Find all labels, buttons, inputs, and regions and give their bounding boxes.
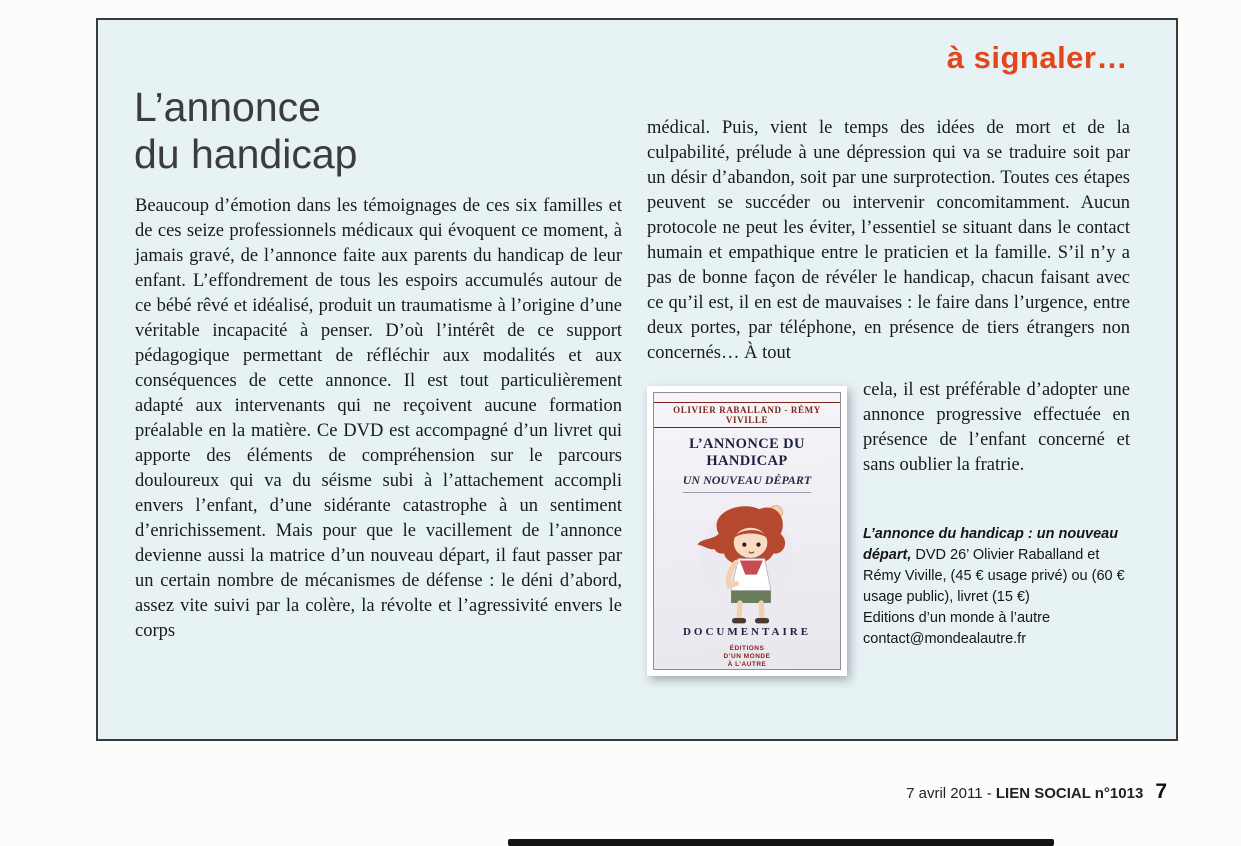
dvd-cover-title: L’ANNONCE DU HANDICAP: [689, 436, 805, 469]
publisher-logo-line2: D’UN MONDE: [723, 653, 771, 660]
dvd-cover: [647, 386, 847, 676]
caption-contact-email: contact@mondealautre.fr: [863, 631, 1027, 647]
dvd-cover-publisher-logo: [724, 645, 771, 669]
dvd-cover-illustration: [677, 495, 817, 626]
dvd-cover-inner: [653, 392, 841, 670]
publisher-logo-line3: À L’AUTRE: [727, 661, 767, 668]
review-caption: [863, 524, 1130, 650]
article-text-column-2: médical. Puis, vient le temps des idées de mort et de la culpabilité, prélude à une dépression qui va se traduire soit par un désir d’abandon, soit par une surprotection. Toutes ces étapes peuvent se succéder ou intervenir concomitamment. Aucun protocole ne peut les éviter, l’essentiel se situant dans le contact humain et empathique entre le praticien et la famille. S’il n’y a pas de bonne façon de révéler le handicap, chacun faisant avec ce qu’il est, il en est de mauvaises : le faire dans l’urgence, entre deux portes, par téléphone, en présence de tiers étrangers non concernés… À tout: [647, 118, 1130, 363]
caption-publisher: Editions d’un monde à l’autre: [863, 610, 1051, 626]
magazine-page: [96, 18, 1178, 741]
article-text-column-1: Beaucoup d’émotion dans les témoignages de ces six familles et de ces seize professionnels médicaux qui évoquent ce moment, à jamais gravé, de l’annonce faite aux parents du handicap de leur enfant. L’effondrement de tous les espoirs accumulés autour de ce bébé rêvé et idéalisé, produit un traumatisme à l’origine d’une véritable incapacité à penser. D’où l’intérêt de ce support pédagogique permettant de réfléchir aux modalités et aux conséquences de cette annonce. Il est tout particulièrement adapté aux intervenants qui ne reçoivent aucune formation préalable en la matière. Ce DVD est accompagné d’un livret qui apporte des éléments de compréhension sur le parcours douloureux qui va du séisme subi à l’attachement accompli envers l’enfant, d’une sidérante catastrophe à un sentiment d’enrichissement. Mais pour que le vacillement de l’annonce devienne aussi la matrice d’un nouveau départ, il faut passer par un certain nombre de mécanismes de défense : le déni d’abord, assez vite suivi par la colère, la révolte et l’agressivité envers le corps: [135, 196, 622, 641]
article-title: [134, 84, 357, 178]
publisher-logo-line1: ÉDITIONS: [729, 645, 765, 652]
page-footer: [906, 780, 1167, 804]
column-2-right-of-cover: [863, 378, 1130, 676]
section-header-a-signaler: à signaler…: [946, 40, 1128, 75]
footer-page-number: 7: [1155, 780, 1167, 803]
dvd-cover-genre: DOCUMENTAIRE: [682, 626, 812, 638]
caption-title: L’annonce du handicap : un nouveau départ,: [863, 526, 1119, 563]
article-text-wrap: cela, il est préférable d’adopter une annonce progressive effectuée en présence de l’enfant concerné et sans oublier la fratrie.: [863, 380, 1130, 475]
scan-artifact-bar: [508, 839, 1054, 846]
footer-journal: LIEN SOCIAL n°1013: [995, 785, 1144, 802]
caption-details: DVD 26’ Olivier Raballand et Rémy Viville, (45 € usage privé) ou (60 € usage public), livret (15 €): [863, 547, 1125, 605]
article-title-line1: L’annonce: [134, 84, 321, 130]
dvd-cover-subtitle: UN NOUVEAU DÉPART: [683, 473, 811, 493]
article-title-line2: du handicap: [134, 131, 358, 177]
dvd-cover-authors: OLIVIER RABALLAND - RÉMY VIVILLE: [654, 402, 840, 428]
article-column-2: [647, 116, 1130, 676]
column-2-lower-block: [647, 378, 1130, 676]
footer-date: 7 avril 2011 -: [906, 785, 996, 802]
